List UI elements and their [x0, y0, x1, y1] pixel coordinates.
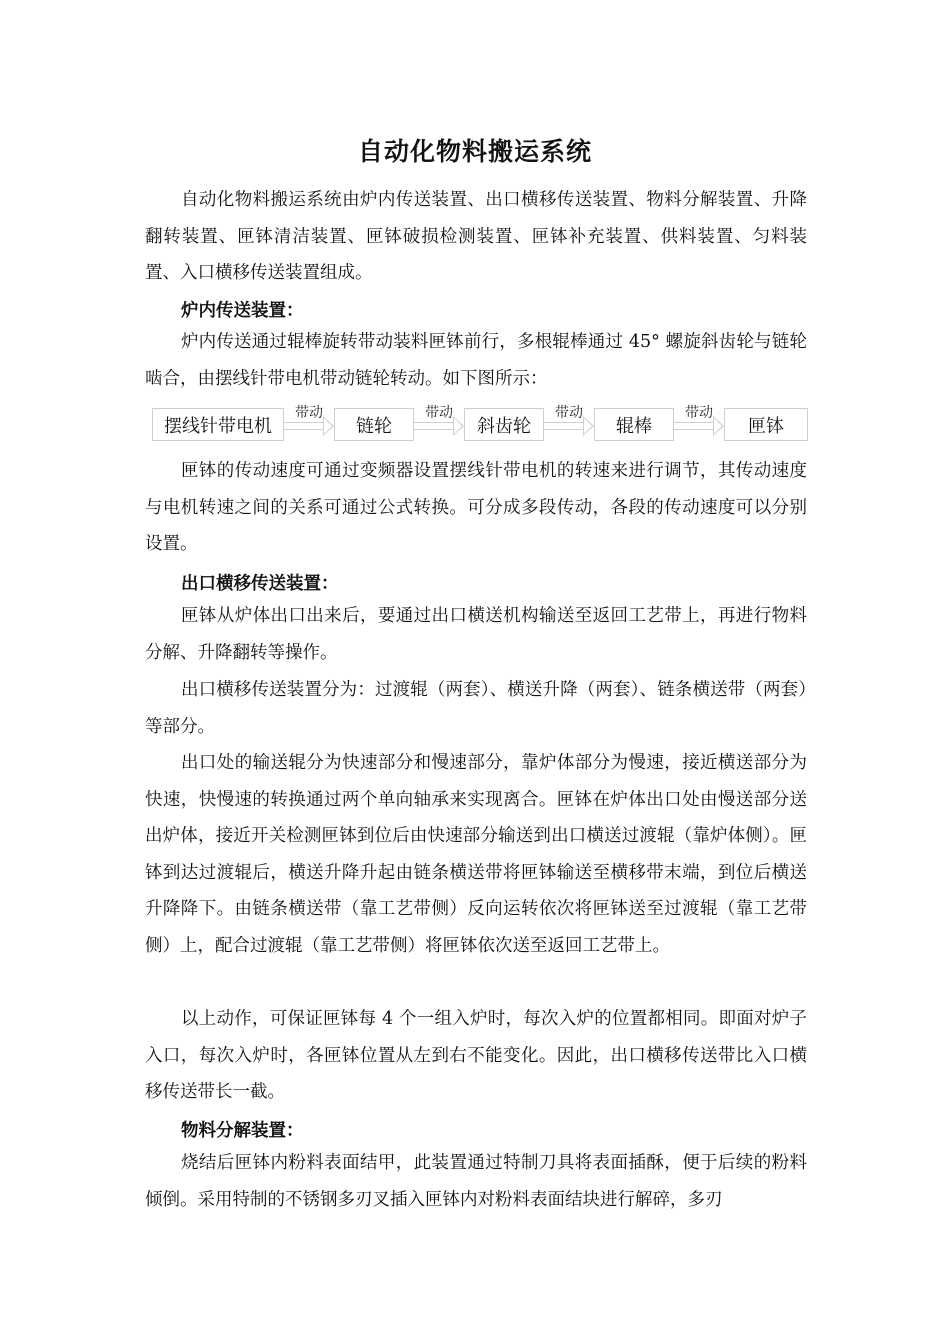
intro-paragraph: 自动化物料搬运系统由炉内传送装置、出口横移传送装置、物料分解装置、升降翻转装置、匣钵清洁装置、匣钵破损检测装置、匣钵补充装置、供料装置、匀料装置、入口横移传送装置组成。 [145, 190, 807, 283]
flow-node-helical-gear: 斜齿轮 [464, 408, 544, 441]
flow-arrow-2 [414, 405, 464, 430]
section-heading-furnace-conveyor: 炉内传送装置： [181, 301, 304, 321]
section-heading-exit-transfer: 出口横移传送装置： [181, 574, 339, 594]
flow-arrow-4 [674, 405, 724, 430]
furnace-conveyor-paragraph: 炉内传送通过辊棒旋转带动装料匣钵前行，多根辊棒通过 45° 螺旋斜齿轮与链轮啮合，由摆线针带电机带动链轮转动。如下图所示： [145, 332, 807, 389]
exit-transfer-paragraph-2: 出口横移传送装置分为：过渡辊（两套）、横送升降（两套）、链条横送带（两套）等部分。 [145, 680, 807, 737]
page-title: 自动化物料搬运系统 [357, 137, 592, 166]
flow-node-sprocket: 链轮 [334, 408, 414, 441]
flow-node-motor: 摆线针带电机 [152, 408, 284, 441]
flow-arrow-3 [544, 405, 594, 430]
material-breaking-paragraph: 烧结后匣钵内粉料表面结甲，此装置通过特制刀具将表面插酥，便于后续的粉料倾倒。采用特制的不锈钢多刃叉插入匣钵内对粉料表面结块进行解碎，多刃 [145, 1153, 807, 1210]
flow-arrow-label: 带动 [425, 405, 453, 421]
flow-node-roller: 辊棒 [594, 408, 674, 441]
furnace-speed-paragraph: 匣钵的传动速度可通过变频器设置摆线针带电机的转速来进行调节，其传动速度与电机转速之间的关系可通过公式转换。可分成多段传动，各段的传动速度可以分别设置。 [145, 461, 807, 554]
flow-arrow-1 [284, 405, 334, 430]
exit-transfer-paragraph-4: 以上动作，可保证匣钵每 4 个一组入炉时，每次入炉的位置都相同。即面对炉子入口，每次入炉时，各匣钵位置从左到右不能变化。因此，出口横移传送带比入口横移传送带长一截。 [145, 1009, 807, 1102]
exit-transfer-paragraph-1: 匣钵从炉体出口出来后，要通过出口横送机构输送至返回工艺带上，再进行物料分解、升降翻转等操作。 [145, 606, 807, 663]
flow-arrow-label: 带动 [555, 405, 583, 421]
flow-arrow-label: 带动 [685, 405, 713, 421]
flow-arrow-label: 带动 [295, 405, 323, 421]
exit-transfer-paragraph-3: 出口处的输送辊分为快速部分和慢速部分，靠炉体部分为慢速，接近横送部分为快速，快慢速的转换通过两个单向轴承来实现离合。匣钵在炉体出口处由慢送部分送出炉体，接近开关检测匣钵到位后由快速部分输送到出口横送过渡辊（靠炉体侧）。匣钵到达过渡辊后，横送升降升起由链条横送带将匣钵输送至横移带末端，到位后横送升降降下。由链条横送带（靠工艺带侧）反向运转依次将匣钵送至过渡辊（靠工艺带侧）上，配合过渡辊（靠工艺带侧）将匣钵依次送至返回工艺带上。 [145, 753, 807, 956]
transmission-flow-diagram [152, 404, 808, 444]
flow-node-sagger: 匣钵 [724, 408, 808, 441]
section-heading-material-breaking: 物料分解装置： [181, 1121, 304, 1141]
